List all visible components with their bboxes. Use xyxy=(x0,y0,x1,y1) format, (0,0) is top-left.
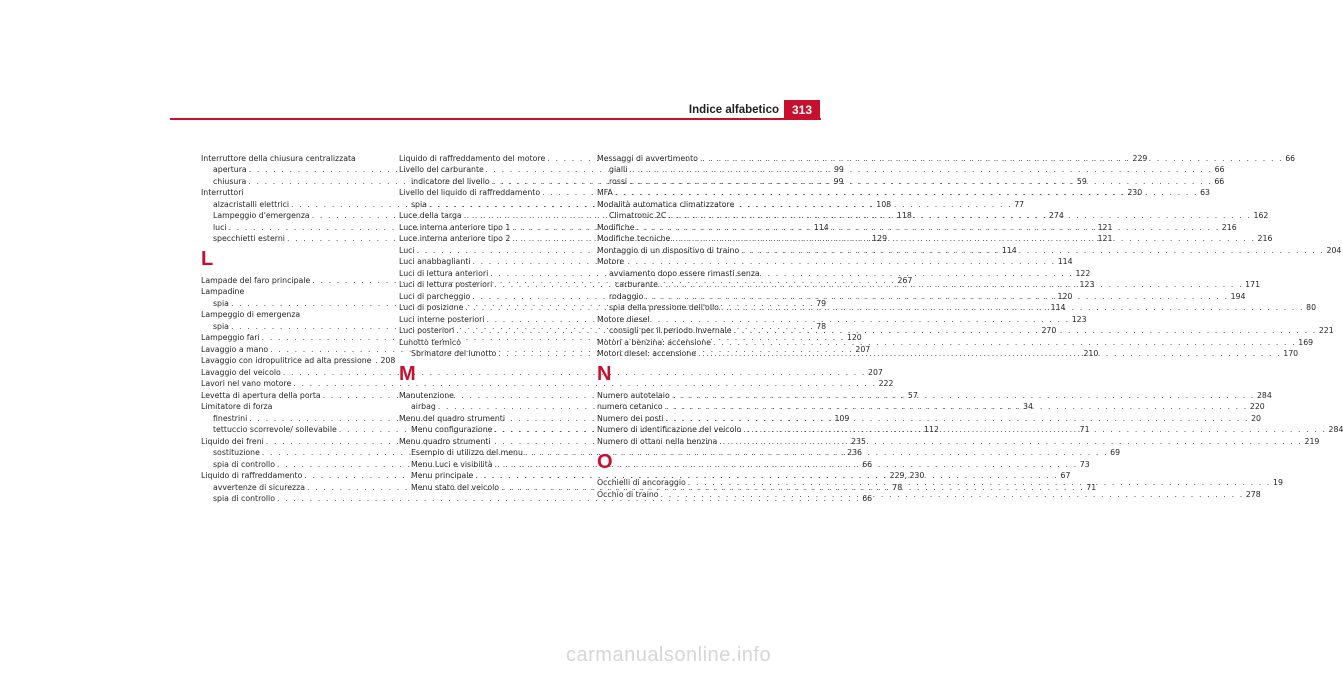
page-ref: 122 xyxy=(1075,268,1091,278)
index-subentry: tettuccio scorrevole/ sollevabile . . . 112 xyxy=(201,424,379,436)
page-ref: 169 xyxy=(1298,337,1314,347)
index-entry: Interruttori xyxy=(201,188,244,197)
page-ref: 66 xyxy=(862,459,873,469)
index-entry: Luci di lettura anteriori . . . 122 xyxy=(399,267,577,279)
index-subentry: spia . . . 78 xyxy=(201,320,379,332)
index-subentry: airbag . . . 34 xyxy=(399,401,577,413)
page-ref: 79 xyxy=(816,298,827,308)
page-ref: 221 xyxy=(1318,326,1334,335)
index-entry: Menu quadro strumenti xyxy=(399,436,491,446)
page-ref: 123 xyxy=(1071,314,1087,324)
index-entry: Lavaggio con idropulitrice ad alta pressione . 208 xyxy=(201,356,396,365)
index-subentry: spia . . . 77 xyxy=(399,198,577,210)
index-entry: Luci . . . 114 xyxy=(399,244,577,256)
index-entry: Luce interna anteriore tipo 1 . . . 121 xyxy=(399,221,577,233)
index-entry: Luci di posizione . . . 114 xyxy=(399,302,577,314)
page-ref: 78 xyxy=(892,482,903,492)
index-entry: Livello del liquido di raffreddamento . . . 230 xyxy=(399,187,577,199)
page-ref: 284 xyxy=(1328,425,1343,434)
index-subentry: spia di controllo . . . 66 xyxy=(201,458,379,470)
page-ref: 19 xyxy=(1273,478,1283,487)
index-subentry: carburante . . . 171 xyxy=(597,279,775,291)
index-subentry: Climatronic 2C . . . 162 xyxy=(597,210,775,222)
page-number-badge: 313 xyxy=(784,100,820,120)
page-ref: 114 xyxy=(813,222,829,232)
index-subentry: Menu principale . . . 67 xyxy=(399,470,577,482)
index-subentry: sostituzione . . . 236 xyxy=(201,447,379,459)
index-entry: Numero autotelaio . . . 284 xyxy=(597,389,775,401)
index-entry: Limitatore di forza xyxy=(201,402,273,411)
index-subentry: gialli . . . 66 xyxy=(597,164,775,176)
index-entry: Levetta di apertura della porta . . . 57 xyxy=(201,389,379,401)
page-ref: 171 xyxy=(1245,280,1261,289)
index-subentry: apertura . . . 99 xyxy=(201,164,379,176)
index-subentry: indicatore del livello . . . 59 xyxy=(399,175,577,187)
page-ref: . 208 xyxy=(375,356,396,365)
index-entry: Lampeggio di emergenza xyxy=(201,310,301,319)
page-ref: 204 xyxy=(1326,245,1342,255)
index-entry: Luce interna anteriore tipo 2 . . . 121 xyxy=(399,233,577,245)
page-ref: 210 xyxy=(1083,349,1099,358)
page-ref: 59 xyxy=(1076,176,1087,186)
index-subentry: alzacristalli elettrici . . . 108 xyxy=(201,198,379,210)
page-ref: 229, 230 xyxy=(889,471,925,480)
page-ref: 207 xyxy=(868,367,883,377)
index-entry: Occhielli di ancoraggio . . . 19 xyxy=(597,477,775,489)
section-letter-l: L xyxy=(201,248,214,270)
index-subentry: rodaggio . . . 194 xyxy=(597,290,775,302)
page-ref: 73 xyxy=(1079,459,1090,469)
page-ref: 278 xyxy=(1245,489,1261,499)
index-subentry: consigli per il periodo invernale . . . 221 xyxy=(597,325,775,337)
page-ref: 123 xyxy=(1079,280,1095,289)
index-entry: Menu del quadro strumenti xyxy=(399,413,506,423)
index-entry: MFA . . . 63 xyxy=(597,187,775,199)
page-ref: 270 xyxy=(1041,326,1057,335)
index-subentry: spia di controllo . . . 66 xyxy=(201,493,379,505)
index-entry: Lampeggio fari . . . 120 xyxy=(201,332,379,344)
page-ref: 170 xyxy=(1283,349,1299,358)
index-subentry: Sbrinatore del lunotto . . . 210 xyxy=(399,348,577,360)
page-ref: 220 xyxy=(1249,402,1265,411)
page-ref: 120 xyxy=(1057,291,1073,301)
watermark-text: carmanualsonline.info xyxy=(566,644,772,666)
page-ref: 67 xyxy=(1060,471,1071,480)
index-entry: Numero dei posti . . . 20 xyxy=(597,412,775,424)
index-entry: Lavaggio del veicolo . . . 207 xyxy=(201,366,379,378)
page-ref: 109 xyxy=(834,413,850,423)
index-entry: Manutenzione xyxy=(399,390,454,400)
page-ref: 121 xyxy=(1097,234,1113,243)
page-ref: 77 xyxy=(1014,199,1025,209)
page-ref: 99 xyxy=(833,176,844,186)
page-header xyxy=(0,0,960,120)
index-subentry: luci . . . 114 xyxy=(201,221,379,233)
page-ref: 121 xyxy=(1097,222,1113,232)
index-entry: Modifiche tecniche . . . 216 xyxy=(597,233,775,245)
index-subentry: spia . . . 79 xyxy=(201,297,379,309)
page-ref: 63 xyxy=(1200,188,1210,197)
page-ref: 20 xyxy=(1251,413,1261,423)
index-entry: Montaggio di un dispositivo di traino . . . 204 xyxy=(597,244,775,256)
index-entry: Luci interne posteriori . . . 123 xyxy=(399,313,577,325)
index-entry: Lampadine xyxy=(201,287,245,296)
page-ref: 66 xyxy=(1285,153,1296,163)
index-entry: Lavaggio a mano . . . 207 xyxy=(201,343,379,355)
index-entry: Luci posteriori . . . 270 xyxy=(399,325,577,337)
index-subentry: specchietti esterni . . . 129 xyxy=(201,233,379,245)
page-ref: 71 xyxy=(1086,482,1097,492)
index-entry: Luci di parcheggio . . . 120 xyxy=(399,290,577,302)
page-ref: 216 xyxy=(1257,234,1273,243)
index-entry: Motori a benzina: accensione . . . 169 xyxy=(597,336,775,348)
index-entry: Numero di ottani nella benzina . . . 219 xyxy=(597,435,775,447)
page-ref: 99 xyxy=(833,165,844,174)
page-ref: 235 xyxy=(851,436,866,446)
page-ref: 57 xyxy=(907,390,918,400)
index-subentry: Menu stato del veicolo . . . 71 xyxy=(399,481,577,493)
index-subentry: Esempio di utilizzo del menu . . . 69 xyxy=(399,447,577,459)
index-entry: Lampade del faro principale . . . 267 xyxy=(201,274,379,286)
index-entry: Liquido di raffreddamento del motore . . . 229 xyxy=(399,152,577,164)
page-ref: 230 xyxy=(1127,188,1143,197)
index-subentry: Menu configurazione . . . 71 xyxy=(399,424,577,436)
page-ref: 114 xyxy=(1057,257,1073,266)
section-title: Indice alfabetico xyxy=(688,104,779,116)
index-subentry: avviamento dopo essere rimasti senza xyxy=(609,268,760,278)
page-ref: 78 xyxy=(816,321,827,331)
page-ref: 34 xyxy=(1023,402,1033,411)
page-ref: 284 xyxy=(1256,390,1272,400)
index-entry: Modifiche . . . 216 xyxy=(597,221,775,233)
index-subentry: rossi . . . 66 xyxy=(597,175,775,187)
index-entry: Numero di identificazione del veicolo . . . 284 xyxy=(597,424,775,436)
index-entry: Occhio di traino . . . 278 xyxy=(597,488,775,500)
page-ref: 69 xyxy=(1110,448,1121,457)
index-entry: Lavori nel vano motore . . . 222 xyxy=(201,378,379,390)
page-ref: 114 xyxy=(1001,245,1017,255)
page-ref: 274 xyxy=(1048,211,1064,220)
index-entry: Motore xyxy=(597,257,625,266)
section-letter-m: M xyxy=(399,363,416,385)
page-ref: 267 xyxy=(897,275,913,285)
page-ref: 222 xyxy=(878,379,894,388)
page-ref: 194 xyxy=(1230,291,1246,301)
index-subentry: chiusura . . . 99 xyxy=(201,175,379,187)
page-ref: 118 xyxy=(896,211,912,220)
page-ref: 207 xyxy=(855,344,871,354)
page-ref: 71 xyxy=(1079,425,1090,434)
index-entry: Luci anabbaglianti . . . 114 xyxy=(399,256,577,268)
page-ref: 112 xyxy=(924,425,939,434)
page-ref: 66 xyxy=(862,494,873,503)
index-entry: Lunotto termico xyxy=(399,337,461,347)
page-ref: 66 xyxy=(1214,176,1225,186)
page-ref: 216 xyxy=(1221,222,1237,232)
page-ref: 129 xyxy=(872,234,888,243)
page-ref: 229 xyxy=(1132,153,1148,163)
index-subentry: Menu Luci e visibilità . . . 73 xyxy=(399,458,577,470)
index-entry: Luci di lettura posteriori . . . 123 xyxy=(399,279,577,291)
index-entry: Messaggi di avvertimento . . . 66 xyxy=(597,152,775,164)
index-entry: Livello del carburante xyxy=(399,165,484,174)
index-subentry: spia della pressione dell'olio . . . 80 xyxy=(597,302,775,314)
index-entry: Liquido di raffreddamento . . . 229, 230 xyxy=(201,470,379,482)
page-ref: 114 xyxy=(1050,303,1066,312)
index-entry: Modalità automatica climatizzatore xyxy=(597,199,735,209)
page-ref: 219 xyxy=(1304,436,1320,446)
index-subentry: finestrini . . . 109 xyxy=(201,412,379,424)
header-divider xyxy=(170,118,821,120)
index-entry: Liquido dei freni . . . 235 xyxy=(201,435,379,447)
section-letter-o: O xyxy=(597,450,613,473)
index-entry: Motore diesel xyxy=(597,314,650,324)
page-ref: 120 xyxy=(846,333,862,342)
page-ref: 80 xyxy=(1306,303,1317,312)
index-subentry: avvertenze di sicurezza . . . 78 xyxy=(201,481,379,493)
index-entry: Motori diesel: accensione . . . 170 xyxy=(597,348,775,360)
page-ref: 236 xyxy=(847,448,862,457)
page-ref: 162 xyxy=(1253,211,1269,220)
index-entry: Luce della targa . . . 274 xyxy=(399,210,577,222)
index-subentry: Lampeggio d'emergenza . . . 118 xyxy=(201,210,379,222)
page-ref: 66 xyxy=(1214,165,1225,174)
index-entry: numero cetanico . . . 220 xyxy=(597,401,775,413)
section-letter-n: N xyxy=(597,363,612,385)
page-ref: 108 xyxy=(876,199,892,209)
index-entry: Interruttore della chiusura centralizzata xyxy=(201,153,356,163)
